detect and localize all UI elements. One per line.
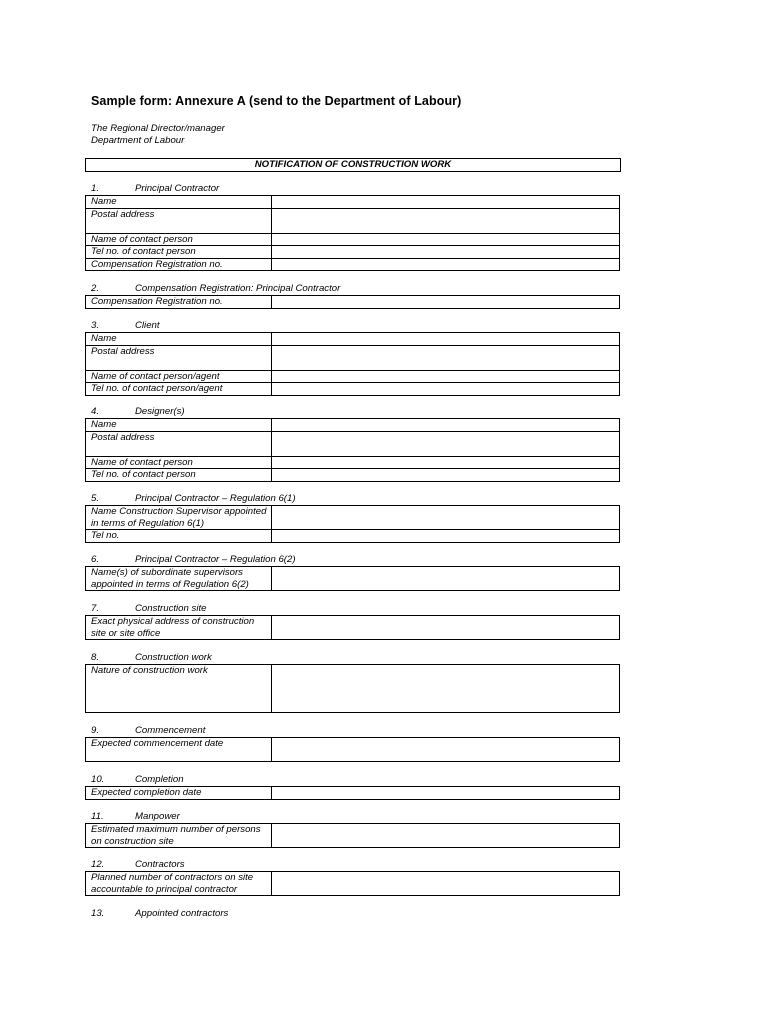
field-input[interactable] (272, 469, 620, 482)
section-heading (91, 183, 219, 194)
field-input[interactable] (272, 258, 620, 271)
section-table (85, 871, 620, 896)
field-input[interactable] (272, 787, 620, 800)
section-table (85, 505, 620, 543)
field-input[interactable] (272, 370, 620, 383)
field-input[interactable] (272, 872, 620, 896)
section-heading (91, 320, 160, 331)
section-table (85, 418, 620, 482)
section-title: Designer(s) (135, 406, 185, 417)
field-input[interactable] (272, 506, 620, 530)
section-table (85, 786, 620, 800)
field-label: Name (86, 196, 272, 209)
section-table (85, 195, 620, 271)
field-label: Tel no. of contact person/agent (86, 383, 272, 396)
field-label: Compensation Registration no. (86, 296, 272, 309)
section-title: Principal Contractor (135, 183, 220, 194)
section-number: 12. (91, 859, 105, 870)
section-number: 11. (91, 811, 104, 822)
section-title: Manpower (135, 811, 180, 822)
field-label: Expected completion date (86, 787, 272, 800)
section-number: 1. (91, 183, 100, 194)
form-title: Sample form: Annexure A (send to the Department of Labour) (91, 94, 462, 108)
section-title: Construction work (135, 652, 212, 663)
field-input[interactable] (272, 333, 620, 346)
field-label: Name Construction Supervisor appointed in terms of Regulation 6(1) (86, 506, 272, 530)
field-input[interactable] (272, 208, 620, 233)
field-label: Expected commencement date (86, 738, 272, 762)
field-input[interactable] (272, 383, 620, 396)
section-table (85, 823, 620, 848)
section-title: Completion (135, 774, 184, 785)
section-title: Appointed contractors (135, 908, 229, 919)
field-label: Name (86, 419, 272, 432)
section-heading (91, 493, 296, 504)
section-heading (91, 554, 296, 565)
field-input[interactable] (272, 665, 620, 713)
section-title: Contractors (135, 859, 185, 870)
field-label: Estimated maximum number of persons on construction site (86, 824, 272, 848)
field-input[interactable] (272, 246, 620, 259)
section-table (85, 566, 620, 591)
section-number: 7. (91, 603, 100, 614)
field-label: Name of contact person/agent (86, 370, 272, 383)
section-title: Compensation Registration: Principal Contractor (135, 283, 341, 294)
field-label: Postal address (86, 431, 272, 456)
field-label: Compensation Registration no. (86, 258, 272, 271)
section-table (85, 295, 620, 309)
field-input[interactable] (272, 431, 620, 456)
section-heading (91, 603, 206, 614)
section-heading (91, 859, 185, 870)
section-table (85, 737, 620, 762)
section-number: 8. (91, 652, 100, 663)
field-input[interactable] (272, 296, 620, 309)
section-heading (91, 811, 180, 822)
field-input[interactable] (272, 456, 620, 469)
field-input[interactable] (272, 567, 620, 591)
section-number: 5. (91, 493, 100, 504)
section-heading (91, 908, 228, 919)
section-number: 4. (91, 406, 100, 417)
field-input[interactable] (272, 616, 620, 640)
section-heading (91, 774, 184, 785)
section-number: 2. (91, 283, 100, 294)
field-label: Name of contact person (86, 233, 272, 246)
field-label: Postal address (86, 345, 272, 370)
section-table (85, 664, 620, 713)
section-title: Construction site (135, 603, 207, 614)
field-label: Exact physical address of construction site or site office (86, 616, 272, 640)
section-title: Commencement (135, 725, 206, 736)
field-input[interactable] (272, 345, 620, 370)
field-label: Tel no. of contact person (86, 469, 272, 482)
section-number: 13. (91, 908, 105, 919)
field-label: Postal address (86, 208, 272, 233)
addressee-line-2: Department of Labour (91, 135, 185, 146)
section-table (85, 615, 620, 640)
section-number: 9. (91, 725, 100, 736)
field-label: Tel no. of contact person (86, 246, 272, 259)
section-heading (91, 406, 185, 417)
section-heading (91, 652, 212, 663)
section-number: 6. (91, 554, 100, 565)
section-heading (91, 725, 205, 736)
field-input[interactable] (272, 530, 620, 543)
field-label: Planned number of contractors on site accountable to principal contractor (86, 872, 272, 896)
section-title: Principal Contractor – Regulation 6(2) (135, 554, 296, 565)
form-banner: NOTIFICATION OF CONSTRUCTION WORK (85, 158, 621, 172)
field-input[interactable] (272, 233, 620, 246)
field-label: Name of contact person (86, 456, 272, 469)
section-table (85, 332, 620, 396)
field-label: Name (86, 333, 272, 346)
addressee-line-1: The Regional Director/manager (91, 123, 225, 134)
field-input[interactable] (272, 824, 620, 848)
section-title: Client (135, 320, 160, 331)
section-number: 3. (91, 320, 100, 331)
field-label: Tel no. (86, 530, 272, 543)
field-input[interactable] (272, 738, 620, 762)
field-label: Nature of construction work (86, 665, 272, 713)
section-heading (91, 283, 340, 294)
field-label: Name(s) of subordinate supervisors appointed in terms of Regulation 6(2) (86, 567, 272, 591)
section-number: 10. (91, 774, 105, 785)
field-input[interactable] (272, 419, 620, 432)
section-title: Principal Contractor – Regulation 6(1) (135, 493, 296, 504)
field-input[interactable] (272, 196, 620, 209)
